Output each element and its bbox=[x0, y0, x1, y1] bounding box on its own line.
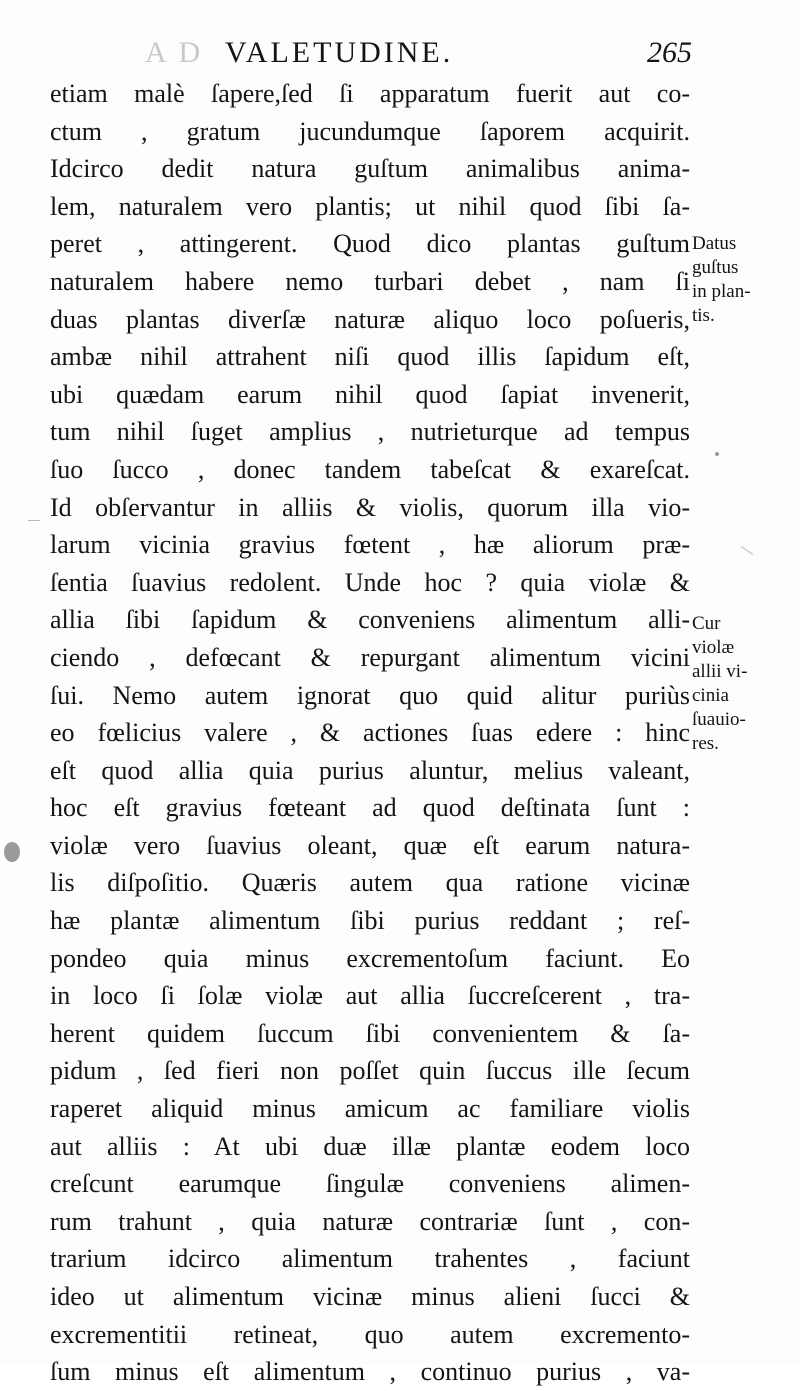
text-line: pidum , ſed fieri non poſſet quin ſuccus ille ſecum bbox=[50, 1056, 690, 1086]
text-line: rum trahunt , quia naturæ contrariæ ſunt , con- bbox=[50, 1206, 690, 1236]
text-line: pondeo quia minus excrementoſum faciunt. Eo bbox=[50, 943, 690, 973]
text-line: ſui. Nemo autem ignorat quo quid alitur puriùs bbox=[50, 680, 690, 710]
text-line: tum nihil ſuget amplius , nutrieturque ad tempus bbox=[50, 417, 690, 447]
text-line: ambæ nihil attrahent niſi quod illis ſapidum eſt, bbox=[50, 342, 690, 372]
text-line: lem, naturalem vero plantis; ut nihil quod ſibi ſa- bbox=[50, 191, 690, 221]
text-line: violæ vero ſuavius oleant, quæ eſt earum natura- bbox=[50, 830, 690, 860]
text-line: hoc eſt gravius fœteant ad quod deſtinata ſunt : bbox=[50, 793, 690, 823]
text-line: lis diſpoſitio. Quæris autem qua ratione vicinæ bbox=[50, 868, 690, 898]
text-line: trarium idcirco alimentum trahentes , faciunt bbox=[50, 1244, 690, 1274]
paper-stain bbox=[4, 842, 20, 862]
text-line: ſentia ſuavius redolent. Unde hoc ? quia violæ & bbox=[50, 567, 690, 597]
text-line: etiam malè ſapere,ſed ſi apparatum fuerit aut co- bbox=[50, 79, 690, 108]
text-line: herent quidem ſuccum ſibi convenientem & ſa- bbox=[50, 1018, 690, 1048]
margin-note-line: res. bbox=[692, 733, 719, 754]
text-line: ctum , gratum jucundumque ſaporem acquirit. bbox=[50, 116, 690, 146]
margin-note-line: Cur bbox=[692, 613, 721, 634]
text-line: allia ſibi ſapidum & conveniens alimentum alli- bbox=[50, 605, 690, 635]
text-line: larum vicinia gravius fœtent , hæ aliorum præ- bbox=[50, 530, 690, 560]
margin-note-line: violæ bbox=[692, 637, 735, 658]
margin-note-line: allii vi- bbox=[692, 661, 748, 682]
text-line: hæ plantæ alimentum ſibi purius reddant ; reſ- bbox=[50, 906, 690, 936]
text-line: ſum minus eſt alimentum , continuo purius , va- bbox=[50, 1357, 690, 1387]
paper-mark bbox=[741, 546, 753, 555]
page-number: 265 bbox=[647, 36, 692, 69]
text-line: raperet aliquid minus amicum ac familiare violis bbox=[50, 1094, 690, 1124]
margin-note-datus-gustus bbox=[692, 232, 792, 328]
margin-note-line: in plan- bbox=[692, 281, 751, 302]
bleed-through-text: A D bbox=[145, 36, 204, 69]
text-line: duas plantas diverſæ naturæ aliquo loco poſueris, bbox=[50, 304, 690, 334]
text-line: Idcirco dedit natura guſtum animalibus anima- bbox=[50, 154, 690, 184]
running-title: VALETUDINE. bbox=[225, 36, 454, 69]
text-line: peret , attingerent. Quod dico plantas guſtum bbox=[50, 229, 690, 259]
text-line: Id obſervantur in alliis & violis, quorum illa vio- bbox=[50, 492, 690, 522]
margin-note-line: cinia bbox=[692, 685, 729, 706]
text-line: ciendo , defœcant & repurgant alimentum vicini bbox=[50, 642, 690, 672]
margin-note-line: ſuauio- bbox=[692, 709, 746, 730]
text-line: in loco ſi ſolæ violæ aut allia ſuccreſcerent , tra- bbox=[50, 981, 690, 1011]
text-line: aut alliis : At ubi duæ illæ plantæ eodem loco bbox=[50, 1131, 690, 1161]
running-head bbox=[50, 34, 690, 74]
margin-note-line: tis. bbox=[692, 305, 715, 326]
paper-mark bbox=[28, 520, 40, 521]
text-line: ſuo ſucco , donec tandem tabeſcat & exareſcat. bbox=[50, 454, 690, 484]
text-line: eſt quod allia quia purius aluntur, melius valeant, bbox=[50, 755, 690, 785]
body-text bbox=[50, 75, 690, 1391]
margin-note-line: Datus bbox=[692, 233, 737, 254]
text-line: creſcunt earumque ſingulæ conveniens alimen- bbox=[50, 1169, 690, 1199]
margin-note-line: guſtus bbox=[692, 257, 739, 278]
text-line: ubi quædam earum nihil quod ſapiat invenerit, bbox=[50, 379, 690, 409]
margin-note-cur-violae bbox=[692, 612, 792, 756]
text-line: excrementitii retineat, quo autem excremento- bbox=[50, 1319, 690, 1349]
text-line: naturalem habere nemo turbari debet , nam ſi bbox=[50, 266, 690, 296]
text-line: ideo ut alimentum vicinæ minus alieni ſucci & bbox=[50, 1282, 690, 1311]
paper-speck bbox=[715, 452, 719, 456]
text-line: eo fœlicius valere , & actiones ſuas edere : hinc bbox=[50, 718, 690, 748]
